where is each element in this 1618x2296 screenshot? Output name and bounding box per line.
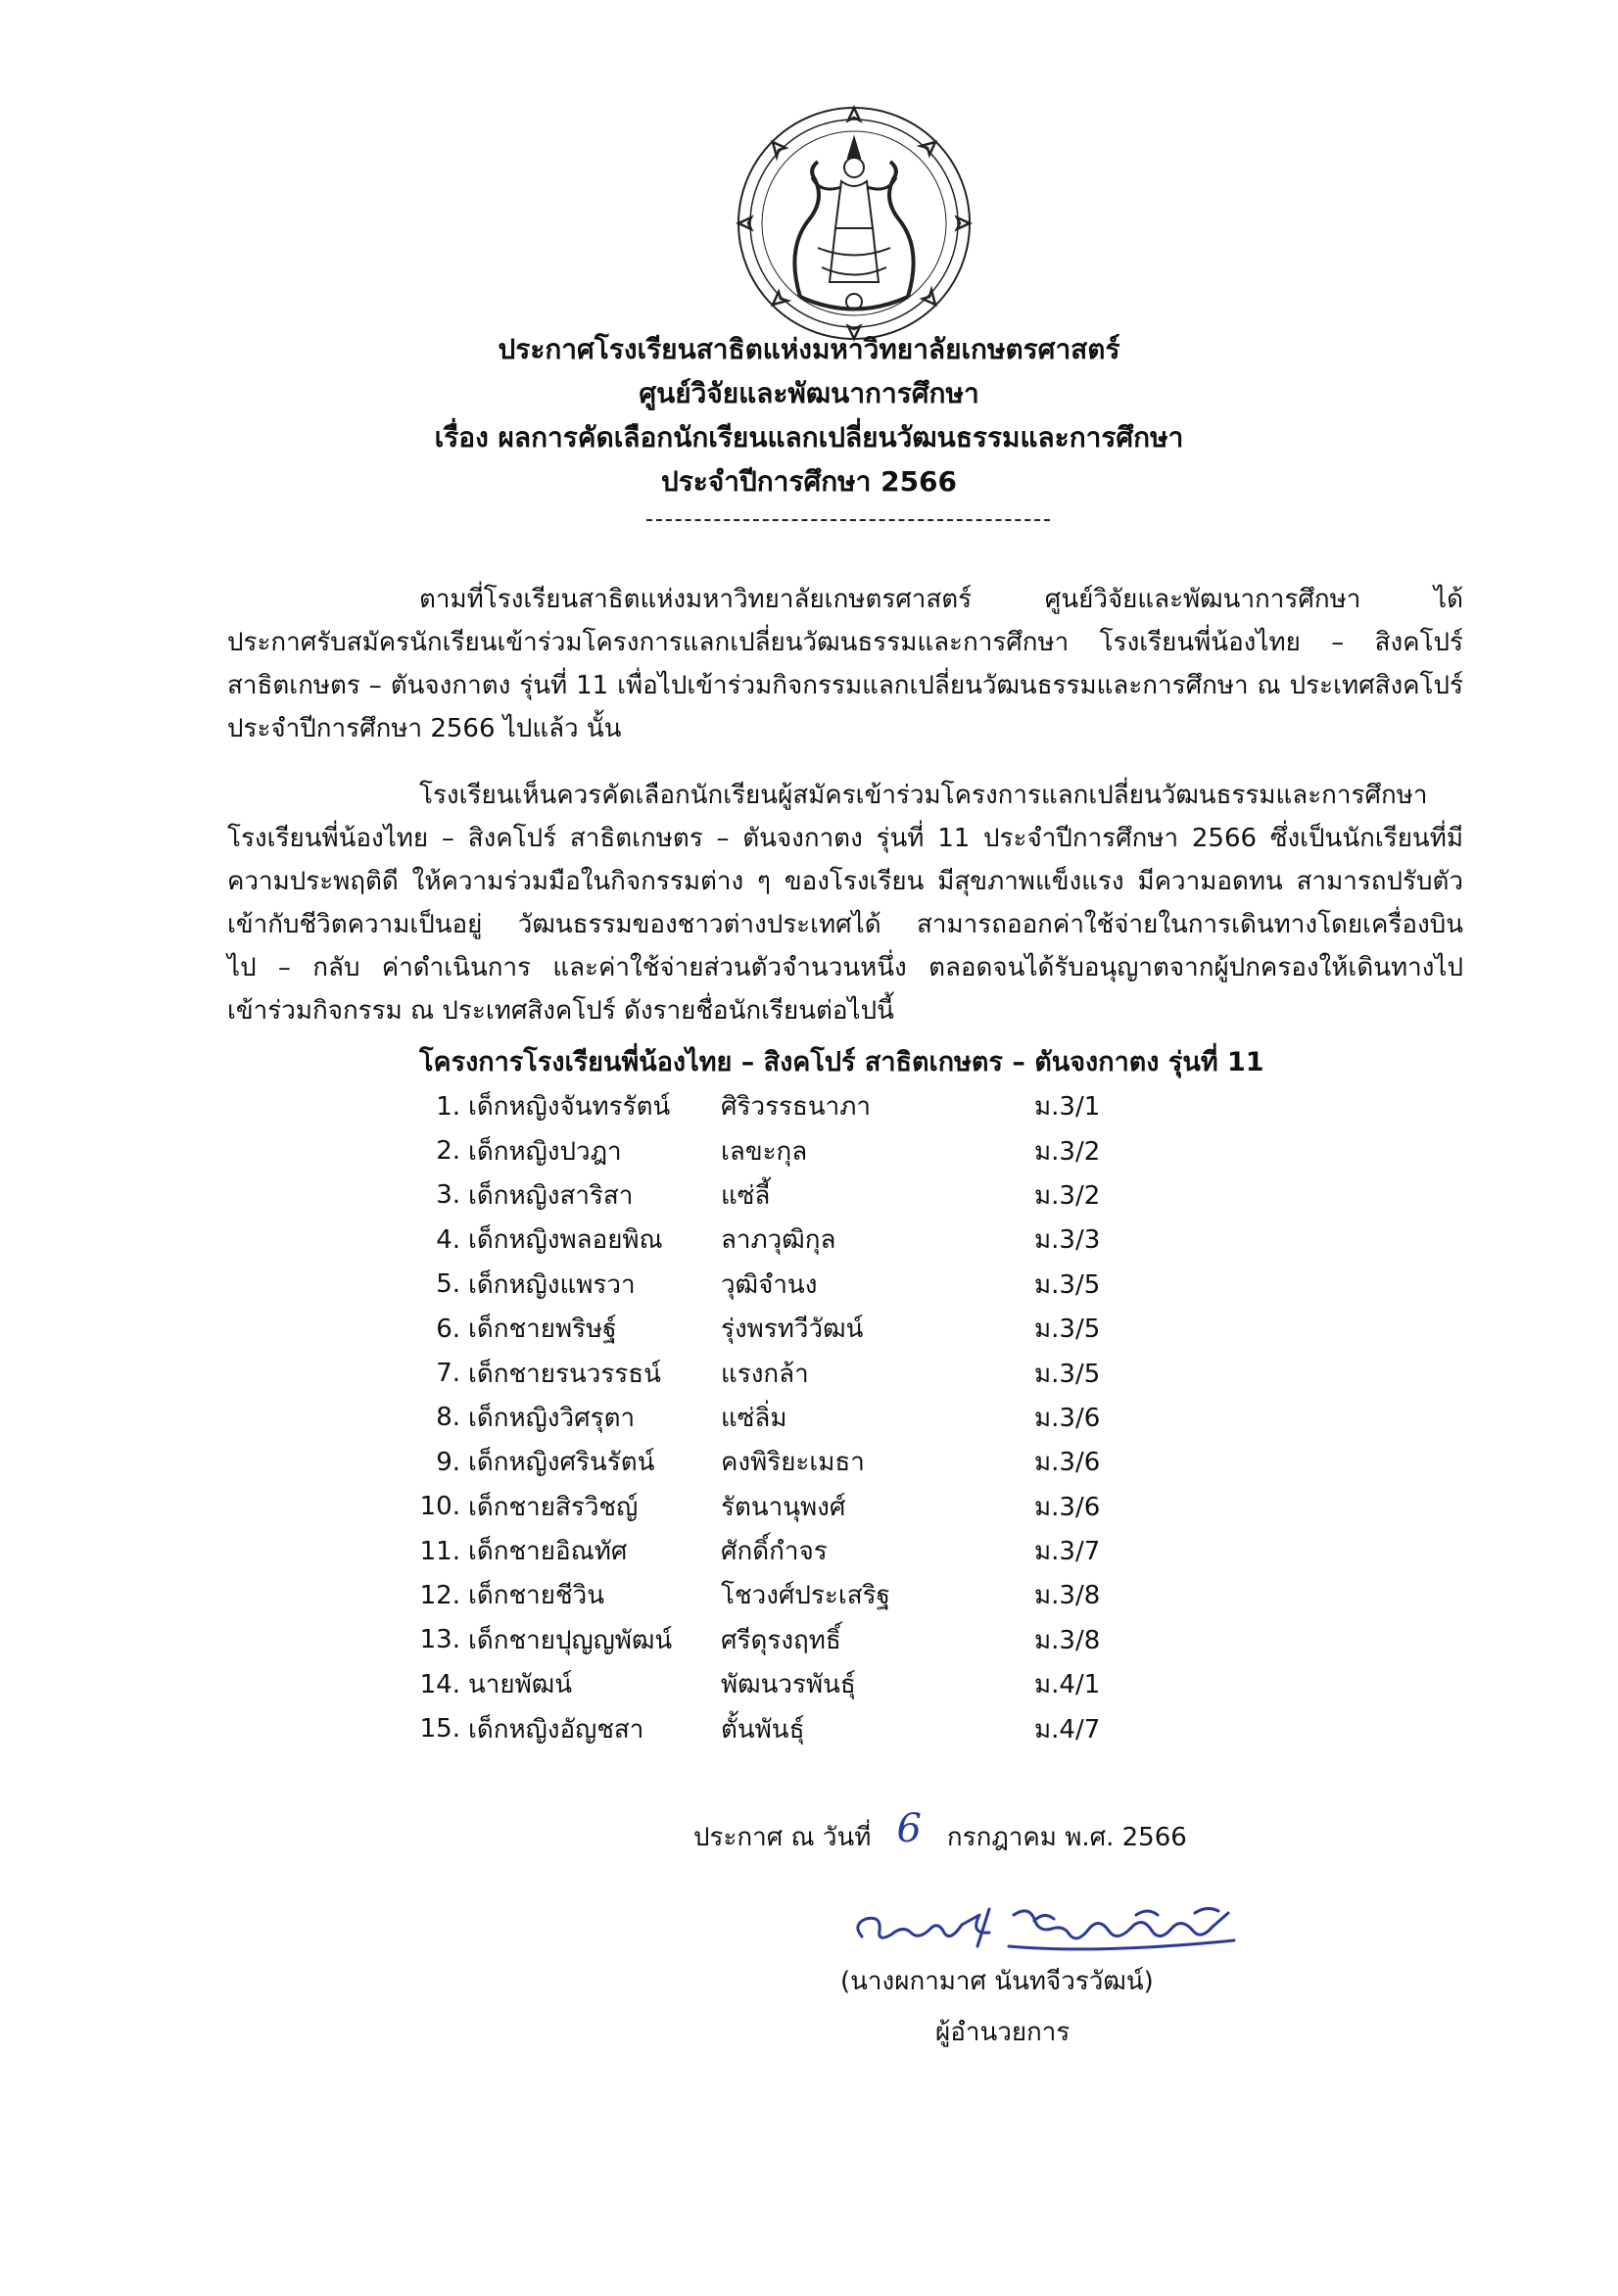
student-row [419,1173,1301,1218]
student-surname: ลาภวุฒิกุล [721,1225,836,1256]
student-list [419,1084,1301,1751]
paragraph-2 [227,774,1463,1032]
student-number: 10. [419,1492,460,1522]
school-seal-logo [732,101,976,346]
paragraph-2-line: เข้ากับชีวิตความเป็นอยู่ วัฒนธรรมของชาวต่างประเทศได้ สามารถออกค่าใช้จ่ายในการเดินทางโดยเครื่องบิน [227,910,1463,939]
paragraph-1 [227,578,1463,750]
student-surname: วุฒิจำนง [721,1269,818,1300]
student-class: ม.3/2 [1034,1136,1101,1167]
student-number: 12. [419,1580,460,1610]
student-name: เด็กหญิงศรินรัตน์ [468,1448,655,1478]
paragraph-2-line: โรงเรียนเห็นควรคัดเลือกนักเรียนผู้สมัครเข้าร่วมโครงการแลกเปลี่ยนวัฒนธรรมและการศึกษา [419,781,1428,810]
student-name: เด็กชายอิณทัศ [468,1537,628,1567]
student-class: ม.3/1 [1034,1092,1101,1123]
student-number: 9. [436,1447,460,1477]
student-row [419,1128,1301,1172]
student-number: 3. [436,1180,460,1211]
student-surname: โชวงศ์ประเสริฐ [721,1581,890,1611]
student-surname: แซ่ลิ่ม [721,1403,787,1433]
student-class: ม.3/6 [1034,1403,1101,1433]
student-surname: พัฒนวรพันธุ์ [721,1670,856,1700]
announce-suffix: กรกฎาคม พ.ศ. 2566 [946,1823,1187,1852]
student-class: ม.3/8 [1034,1625,1101,1655]
paragraph-2-line: เข้าร่วมกิจกรรม ณ ประเทศสิงคโปร์ ดังรายชื่อนักเรียนต่อไปนี้ [227,996,894,1026]
project-heading: โครงการโรงเรียนพี่น้องไทย – สิงคโปร์ สาธิตเกษตร – ตันจงกาตง รุ่นที่ 11 [419,1047,1264,1077]
title-year: ประจำปีการศึกษา 2566 [660,465,958,498]
student-class: ม.3/5 [1034,1359,1101,1389]
student-row [419,1662,1301,1706]
paragraph-2-line: โรงเรียนพี่น้องไทย – สิงคโปร์ สาธิตเกษตร – ตันจงกาตง รุ่นที่ 11 ประจำปีการศึกษา 2566 ซึ่งเป็นนักเรียนที่มี [227,824,1463,853]
student-row [419,1618,1301,1662]
student-name: เด็กชายพริษฐ์ [468,1315,617,1345]
student-class: ม.3/6 [1034,1448,1101,1478]
paragraph-1-line: ตามที่โรงเรียนสาธิตแห่งมหาวิทยาลัยเกษตรศาสตร์ ศูนย์วิจัยและพัฒนาการศึกษา ได้ [419,585,1463,614]
student-row [419,1529,1301,1573]
announce-day: 6 [896,1806,922,1851]
announce-prefix: ประกาศ ณ วันที่ [693,1823,872,1852]
student-number: 1. [436,1091,460,1122]
student-surname: แรงกล้า [721,1359,809,1389]
signer-name: (นางผกามาศ นันทจีวรวัฒน์) [840,1967,1154,1996]
student-class: ม.3/6 [1034,1492,1101,1522]
student-number: 8. [436,1403,460,1433]
student-number: 4. [436,1224,460,1255]
student-class: ม.3/7 [1034,1537,1101,1567]
student-surname: คงพิริยะเมธา [721,1448,865,1478]
student-surname: ศรีดุรงฤทธิ์ [721,1625,841,1655]
student-row [419,1351,1301,1395]
student-number: 14. [419,1669,460,1699]
student-class: ม.3/5 [1034,1315,1101,1345]
student-class: ม.3/3 [1034,1225,1101,1256]
paragraph-2-line: ความประพฤติดี ให้ความร่วมมือในกิจกรรมต่าง ๆ ของโรงเรียน มีสุขภาพแข็งแรง มีความอดทน สามารถปรับตัว [227,867,1463,896]
student-surname: รุ่งพรทวีวัฒน์ [721,1315,864,1345]
student-name: เด็กชายรนวรรธน์ [468,1359,661,1389]
title-subject: เรื่อง ผลการคัดเลือกนักเรียนแลกเปลี่ยนวัฒนธรรมและการศึกษา [434,421,1184,454]
student-class: ม.3/8 [1034,1581,1101,1611]
title-center: ศูนย์วิจัยและพัฒนาการศึกษา [639,377,979,409]
student-name: เด็กหญิงวิศรุตา [468,1403,636,1433]
student-number: 11. [419,1536,460,1566]
student-class: ม.4/7 [1034,1714,1101,1745]
student-row [419,1084,1301,1128]
student-row [419,1307,1301,1351]
student-surname: รัตนานุพงศ์ [721,1492,846,1522]
paragraph-1-line: สาธิตเกษตร – ตันจงกาตง รุ่นที่ 11 เพื่อไปเข้าร่วมกิจกรรมแลกเปลี่ยนวัฒนธรรมและการศึกษา ณ ประเทศสิงคโปร์ [227,671,1463,700]
student-row [419,1485,1301,1529]
student-surname: แซ่ลี้ [721,1180,771,1211]
student-row [419,1263,1301,1307]
paragraph-2-line: ไป – กลับ ค่าดำเนินการ และค่าใช้จ่ายส่วนตัวจำนวนหนึ่ง ตลอดจนได้รับอนุญาตจากผู้ปกครองให้เดินทางไป [227,953,1463,982]
student-name: เด็กชายปุญญพัฒน์ [468,1625,673,1655]
student-name: เด็กหญิงสาริสา [468,1180,634,1211]
student-name: เด็กหญิงแพรวา [468,1269,636,1300]
student-name: เด็กหญิงพลอยพิณ [468,1225,663,1256]
student-class: ม.4/1 [1034,1670,1101,1700]
student-row [419,1440,1301,1484]
student-class: ม.3/5 [1034,1269,1101,1300]
director-signature [842,1886,1263,1964]
student-name: เด็กหญิงอัญชสา [468,1714,644,1745]
student-number: 7. [436,1359,460,1389]
student-number: 2. [436,1136,460,1167]
title-divider [646,519,1050,521]
student-name: เด็กชายสิรวิชญ์ [468,1492,639,1522]
student-name: เด็กชายชีวิน [468,1581,605,1611]
student-name: เด็กหญิงจันทรรัตน์ [468,1092,671,1123]
student-row [419,1706,1301,1750]
title-school: ประกาศโรงเรียนสาธิตแห่งมหาวิทยาลัยเกษตรศาสตร์ [498,333,1120,365]
student-number: 6. [436,1314,460,1344]
student-surname: ศิริวรรธนาภา [721,1092,871,1123]
student-class: ม.3/2 [1034,1180,1101,1211]
student-surname: เลขะกุล [721,1136,808,1167]
student-number: 15. [419,1714,460,1745]
student-surname: ศักดิ์กำจร [721,1537,828,1567]
student-number: 5. [436,1269,460,1300]
student-row [419,1573,1301,1617]
student-surname: ตั้นพันธุ์ [721,1714,805,1745]
signer-position: ผู้อำนวยการ [935,2018,1071,2047]
student-row [419,1218,1301,1262]
announcement-date [693,1806,1187,1857]
student-number: 13. [419,1625,460,1655]
student-name: นายพัฒน์ [468,1670,573,1700]
student-name: เด็กหญิงปวฎา [468,1136,622,1167]
paragraph-1-line: ประจำปีการศึกษา 2566 ไปแล้ว นั้น [227,714,622,743]
student-row [419,1396,1301,1440]
paragraph-1-line: ประกาศรับสมัครนักเรียนเข้าร่วมโครงการแลกเปลี่ยนวัฒนธรรมและการศึกษา โรงเรียนพี่น้องไทย – สิงคโปร์ [227,628,1463,657]
